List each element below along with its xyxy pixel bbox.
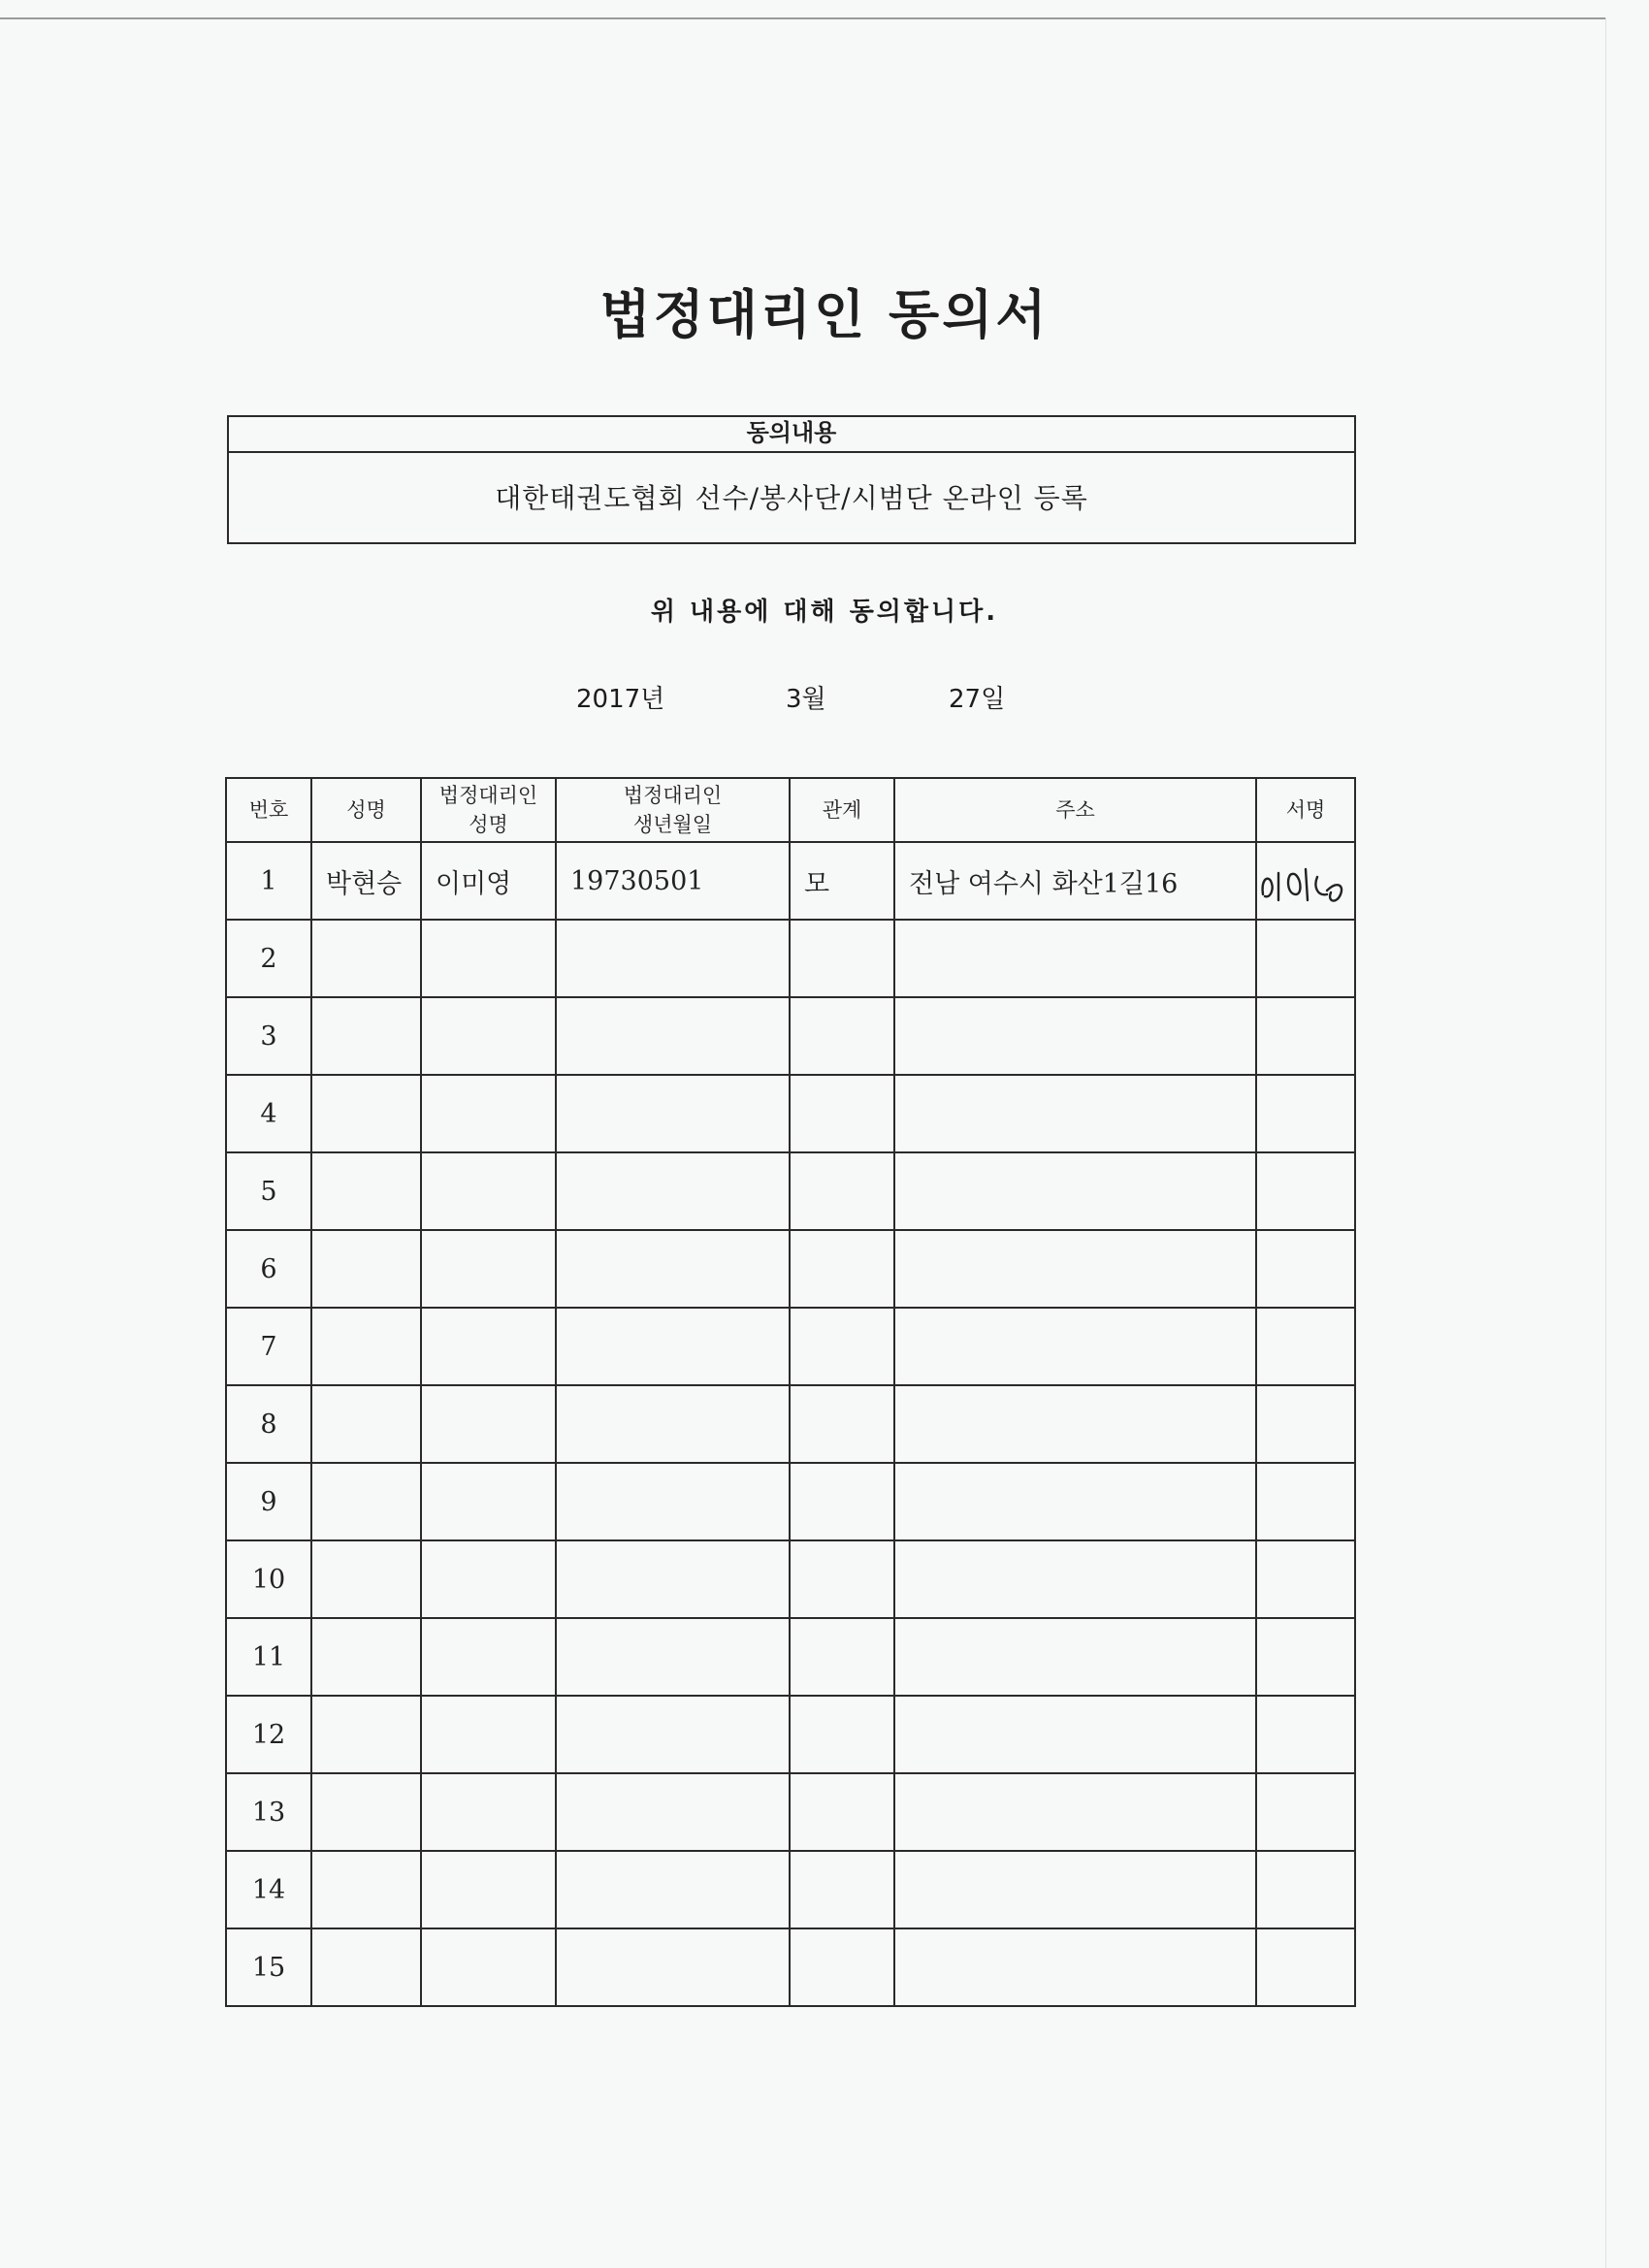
table-row <box>226 1851 1355 1928</box>
date-month: 3월 <box>786 685 826 714</box>
row-number: 4 <box>226 1075 311 1152</box>
table-body <box>226 842 1355 2006</box>
table-row <box>226 1385 1355 1463</box>
cell-name <box>311 1773 421 1851</box>
cell-relation <box>790 1152 894 1230</box>
cell-address <box>894 1152 1256 1230</box>
cell-guardian-name <box>421 1075 556 1152</box>
table-row <box>226 1618 1355 1696</box>
header-guardian-name: 법정대리인 성명 <box>421 778 556 842</box>
cell-relation <box>790 1696 894 1773</box>
cell-name <box>311 1463 421 1540</box>
cell-address <box>894 1230 1256 1308</box>
cell-address <box>894 1075 1256 1152</box>
cell-guardian-birthdate <box>556 1308 790 1385</box>
row-number: 11 <box>226 1618 311 1696</box>
table-header-row <box>226 778 1355 842</box>
cell-guardian-birthdate <box>556 1618 790 1696</box>
cell-guardian-name <box>421 1152 556 1230</box>
cell-guardian-name <box>421 1696 556 1773</box>
cell-signature <box>1256 1152 1355 1230</box>
header-guardian-birthdate: 법정대리인 생년월일 <box>556 778 790 842</box>
cell-signature <box>1256 1618 1355 1696</box>
row-number: 14 <box>226 1851 311 1928</box>
header-relation: 관계 <box>790 778 894 842</box>
cell-name <box>311 1928 421 2006</box>
cell-relation <box>790 1773 894 1851</box>
cell-name <box>311 1075 421 1152</box>
table-row <box>226 1773 1355 1851</box>
cell-guardian-birthdate <box>556 1385 790 1463</box>
cell-name <box>311 1230 421 1308</box>
cell-guardian-name <box>421 920 556 997</box>
cell-signature <box>1256 997 1355 1075</box>
cell-signature <box>1256 1540 1355 1618</box>
consent-box <box>227 415 1356 544</box>
cell-name <box>311 1152 421 1230</box>
cell-signature <box>1256 1851 1355 1928</box>
table-row <box>226 1308 1355 1385</box>
cell-signature <box>1256 1928 1355 2006</box>
cell-guardian-name <box>421 1540 556 1618</box>
cell-relation <box>790 1075 894 1152</box>
row-number: 12 <box>226 1696 311 1773</box>
cell-address <box>894 997 1256 1075</box>
row-number: 10 <box>226 1540 311 1618</box>
cell-relation <box>790 1463 894 1540</box>
cell-relation: 모 <box>790 842 894 920</box>
cell-address <box>894 1385 1256 1463</box>
table-row <box>226 1463 1355 1540</box>
cell-guardian-name <box>421 997 556 1075</box>
consent-header: 동의내용 <box>229 417 1354 453</box>
cell-guardian-name <box>421 1463 556 1540</box>
cell-signature <box>1256 1463 1355 1540</box>
cell-name <box>311 1696 421 1773</box>
cell-signature <box>1256 1075 1355 1152</box>
cell-guardian-name <box>421 1928 556 2006</box>
table-row <box>226 842 1355 920</box>
cell-address <box>894 1851 1256 1928</box>
scan-edge-top <box>0 17 1605 19</box>
cell-name <box>311 1308 421 1385</box>
row-number: 2 <box>226 920 311 997</box>
row-number: 5 <box>226 1152 311 1230</box>
row-number: 15 <box>226 1928 311 2006</box>
cell-guardian-name <box>421 1618 556 1696</box>
cell-guardian-birthdate <box>556 997 790 1075</box>
cell-signature <box>1256 920 1355 997</box>
handwritten-signature <box>1257 852 1354 910</box>
cell-name <box>311 920 421 997</box>
cell-address <box>894 1773 1256 1851</box>
cell-signature <box>1256 1308 1355 1385</box>
cell-guardian-name <box>421 1385 556 1463</box>
row-number: 1 <box>226 842 311 920</box>
cell-relation <box>790 1308 894 1385</box>
cell-address <box>894 1928 1256 2006</box>
cell-address <box>894 1540 1256 1618</box>
cell-guardian-name <box>421 1851 556 1928</box>
cell-relation <box>790 1851 894 1928</box>
cell-guardian-birthdate <box>556 1696 790 1773</box>
cell-relation <box>790 1928 894 2006</box>
consent-content: 대한태권도협회 선수/봉사단/시범단 온라인 등록 <box>495 482 1088 514</box>
table-row <box>226 997 1355 1075</box>
cell-guardian-birthdate <box>556 1773 790 1851</box>
cell-guardian-birthdate <box>556 1075 790 1152</box>
cell-name <box>311 1618 421 1696</box>
cell-relation <box>790 997 894 1075</box>
cell-guardian-birthdate <box>556 1928 790 2006</box>
cell-guardian-name <box>421 1773 556 1851</box>
agreement-statement: 위 내용에 대해 동의합니다. <box>650 598 999 627</box>
cell-signature <box>1256 1773 1355 1851</box>
cell-name <box>311 1385 421 1463</box>
cell-relation <box>790 1618 894 1696</box>
cell-signature <box>1256 1696 1355 1773</box>
cell-name <box>311 1851 421 1928</box>
table-row <box>226 1540 1355 1618</box>
row-number: 3 <box>226 997 311 1075</box>
cell-signature <box>1256 1230 1355 1308</box>
cell-address <box>894 1308 1256 1385</box>
cell-address <box>894 1618 1256 1696</box>
cell-relation <box>790 920 894 997</box>
cell-guardian-birthdate <box>556 1851 790 1928</box>
cell-guardian-birthdate <box>556 1540 790 1618</box>
header-address: 주소 <box>894 778 1256 842</box>
document-title: 법정대리인 동의서 <box>599 284 1050 345</box>
table-row <box>226 1075 1355 1152</box>
cell-guardian-birthdate <box>556 1152 790 1230</box>
row-number: 8 <box>226 1385 311 1463</box>
cell-guardian-name <box>421 1308 556 1385</box>
cell-guardian-name: 이미영 <box>421 842 556 920</box>
cell-guardian-birthdate: 19730501 <box>556 842 790 920</box>
cell-name: 박현승 <box>311 842 421 920</box>
table-row <box>226 1928 1355 2006</box>
cell-guardian-birthdate <box>556 920 790 997</box>
cell-address <box>894 1696 1256 1773</box>
header-name: 성명 <box>311 778 421 842</box>
date-day: 27일 <box>949 685 1006 714</box>
cell-address <box>894 1463 1256 1540</box>
cell-relation <box>790 1540 894 1618</box>
guardian-registry-table <box>225 777 1356 2007</box>
date-year: 2017년 <box>576 685 665 714</box>
table-row <box>226 1230 1355 1308</box>
cell-signature <box>1256 842 1355 920</box>
cell-name <box>311 1540 421 1618</box>
cell-address: 전남 여수시 화산1길16 <box>894 842 1256 920</box>
cell-name <box>311 997 421 1075</box>
cell-guardian-birthdate <box>556 1463 790 1540</box>
table-row <box>226 920 1355 997</box>
table-row <box>226 1696 1355 1773</box>
cell-signature <box>1256 1385 1355 1463</box>
cell-guardian-birthdate <box>556 1230 790 1308</box>
header-number: 번호 <box>226 778 311 842</box>
cell-guardian-name <box>421 1230 556 1308</box>
row-number: 9 <box>226 1463 311 1540</box>
row-number: 7 <box>226 1308 311 1385</box>
row-number: 13 <box>226 1773 311 1851</box>
row-number: 6 <box>226 1230 311 1308</box>
cell-relation <box>790 1230 894 1308</box>
cell-relation <box>790 1385 894 1463</box>
header-signature: 서명 <box>1256 778 1355 842</box>
table-row <box>226 1152 1355 1230</box>
scan-edge-right <box>1605 17 1606 2268</box>
cell-address <box>894 920 1256 997</box>
